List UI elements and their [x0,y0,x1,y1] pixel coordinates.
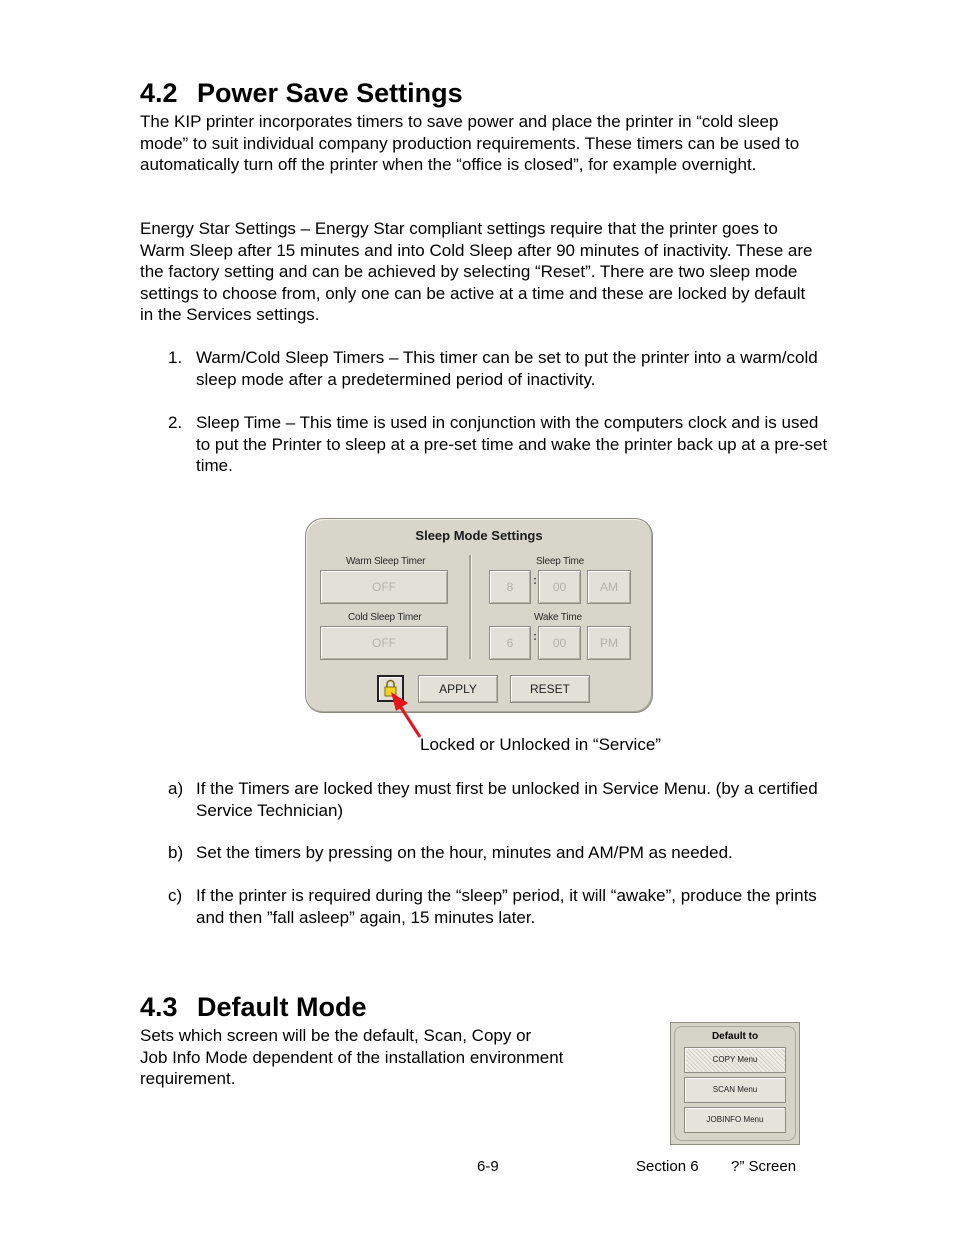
copy-menu-button[interactable]: COPY Menu [684,1047,786,1073]
footer-screen: ?” Screen [731,1158,797,1175]
wake-ampm-button[interactable]: PM [587,626,631,660]
item-marker: a) [168,779,184,798]
intro-paragraph: The KIP printer incorporates timers to save power and place the printer in “cold sleep mode” to suit individual company production requirements. These timers can be used to automatically turn off the printer when the “office is closed”, for example overnight. [140,112,800,174]
item-text: Warm/Cold Sleep Timers – This timer can be set to put the printer into a warm/cold sleep mode after a predetermined period of inactivity. [196,348,818,389]
footer-section: Section 6 [636,1158,699,1175]
item-text: Sleep Time – This time is used in conjunction with the computers clock and is used to put the Printer to sleep at a pre-set time and wake the printer back up at a pre-set time. [196,413,828,475]
wake-time-label: Wake Time [534,612,582,623]
lettered-item [168,778,828,821]
sleep-minute-button[interactable]: 00 [538,570,581,604]
paragraph-line: requirement. [140,1069,236,1088]
lettered-item [168,842,828,864]
energy-star-paragraph: Energy Star Settings – Energy Star compliant settings require that the printer goes to Warm Sleep after 15 minutes and into Cold Sleep after 90 minutes of inactivity. These are the factory setting and can be achieved by selecting “Reset”. There are two sleep mode settings to choose from, only one can be active at a time and these are locked by default in the Services settings. [140,219,813,324]
sleep-ampm-button[interactable]: AM [587,570,631,604]
item-marker: 2. [168,413,183,432]
item-text: If the printer is required during the “sleep” period, it will “awake”, produce the prints and then ”fall asleep” again, 15 minutes later. [196,886,817,927]
item-marker: 1. [168,348,183,367]
panel-title: Default to [711,1031,759,1042]
panel-title: Sleep Mode Settings [415,528,543,543]
apply-button[interactable]: APPLY [418,675,498,703]
default-mode-screenshot [670,1022,800,1145]
warm-sleep-button[interactable]: OFF [320,570,448,604]
section-title: Power Save Settings [197,78,463,108]
item-text: If the Timers are locked they must first be unlocked in Service Menu. (by a certified Service Technician) [196,779,818,820]
wake-minute-button[interactable]: 00 [538,626,581,660]
item-marker: b) [168,843,184,862]
section-number: 4.2 [140,78,178,108]
lettered-item [168,885,828,928]
jobinfo-menu-button[interactable]: JOBINFO Menu [684,1107,786,1133]
sleep-time-label: Sleep Time [536,556,585,567]
wake-hour-button[interactable]: 6 [489,626,531,660]
cold-sleep-label: Cold Sleep Timer [348,612,422,623]
time-colon: : [533,573,537,587]
cold-sleep-button[interactable]: OFF [320,626,448,660]
lock-caption: Locked or Unlocked in “Service” [420,735,661,754]
item-text: Set the timers by pressing on the hour, minutes and AM/PM as needed. [196,843,733,862]
item-marker: c) [168,886,183,905]
default-panel [670,1022,800,1145]
warm-sleep-label: Warm Sleep Timer [346,556,426,567]
sleep-hour-button[interactable]: 8 [489,570,531,604]
paragraph-line: Job Info Mode dependent of the installation environment [140,1047,564,1067]
section-heading-4-3 [140,992,367,1023]
scan-menu-button[interactable]: SCAN Menu [684,1077,786,1103]
page-number: 6-9 [477,1158,499,1175]
reset-button[interactable]: RESET [510,675,590,703]
paragraph-line: Sets which screen will be the default, Scan, Copy or [140,1026,532,1045]
default-mode-paragraph [140,1025,620,1090]
section-title: Default Mode [197,992,367,1022]
section-number: 4.3 [140,992,178,1022]
time-colon: : [533,629,537,643]
